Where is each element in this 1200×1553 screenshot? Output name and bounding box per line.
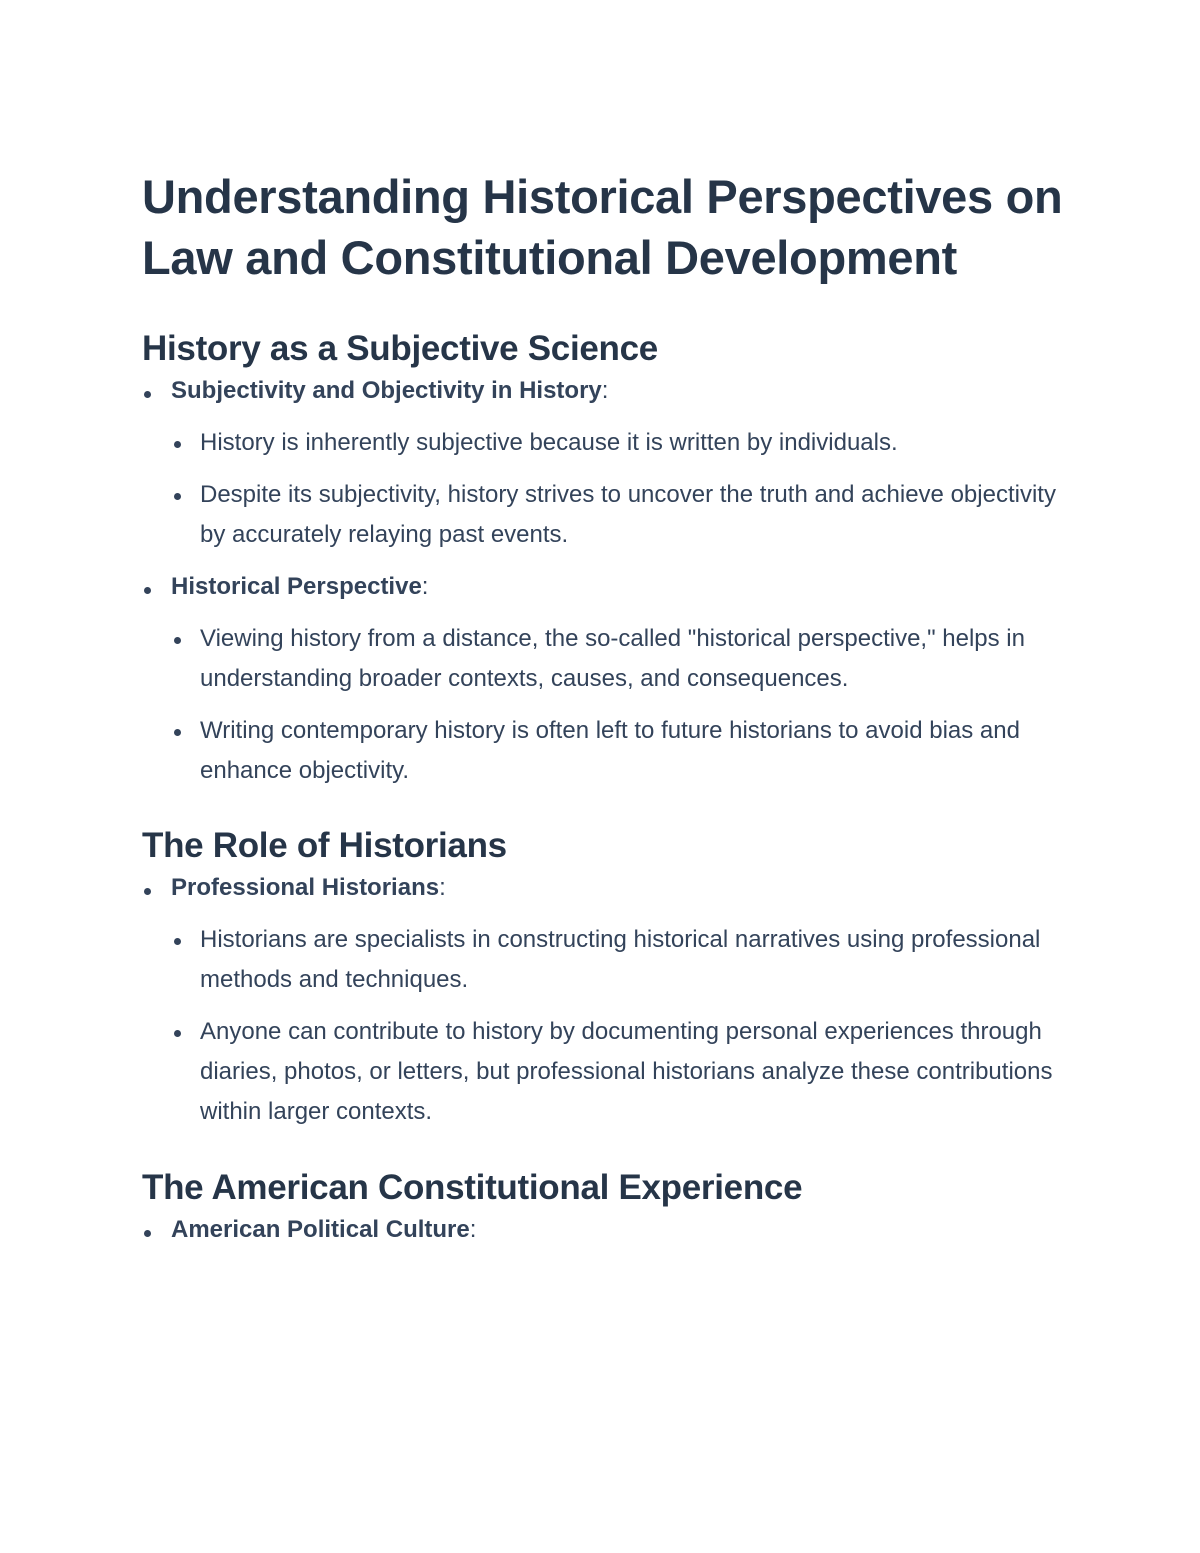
section-heading: History as a Subjective Science: [142, 329, 658, 368]
section-heading: The American Constitutional Experience: [142, 1168, 803, 1207]
topic-label: [171, 1210, 1072, 1250]
topic-label-suffix: :: [469, 1216, 477, 1243]
list-item: Historians are specialists in constructing historical narratives using professional methods and techniques.: [171, 920, 1072, 1000]
list-item: Viewing history from a distance, the so-called "historical perspective," helps in understanding broader contexts, causes, and consequences.: [171, 619, 1072, 699]
topic-label-bold: Subjectivity and Objectivity in History: [171, 377, 602, 404]
section-heading: The Role of Historians: [142, 826, 507, 865]
topic-label-suffix: :: [439, 874, 446, 901]
topic-list: [142, 371, 1072, 791]
list-item: Anyone can contribute to history by documenting personal experiences through diaries, photos, or letters, but professional historians analyze these contributions within larger contexts.: [171, 1012, 1072, 1132]
topic-label-bold: Professional Historians: [171, 874, 440, 901]
list-item: History is inherently subjective because it is written by individuals.: [171, 423, 1072, 463]
topic-label-bold: American Political Culture: [171, 1216, 470, 1243]
topic-item: [142, 371, 1072, 555]
topic-label: [171, 371, 1072, 411]
topic-list: [142, 868, 1072, 1132]
topic-label-suffix: :: [601, 377, 609, 404]
document-title: Understanding Historical Perspectives on Law and Constitutional Development: [142, 170, 1063, 284]
list-item: Despite its subjectivity, history strives to uncover the truth and achieve objectivity by accurately relaying past events.: [171, 475, 1072, 555]
point-list: [171, 423, 1072, 555]
topic-item: [142, 868, 1072, 1132]
topic-label-bold: Historical Perspective: [171, 573, 422, 600]
topic-label-suffix: :: [421, 573, 429, 600]
point-list: [171, 920, 1072, 1132]
list-item: Writing contemporary history is often left to future historians to avoid bias and enhance objectivity.: [171, 711, 1072, 791]
topic-item: [142, 567, 1072, 791]
topic-list: [142, 1210, 1072, 1250]
topic-item: [142, 1210, 1072, 1250]
document-page: [142, 166, 1072, 1250]
point-list: [171, 619, 1072, 791]
topic-label: [171, 868, 1072, 908]
topic-label: [171, 567, 1072, 607]
